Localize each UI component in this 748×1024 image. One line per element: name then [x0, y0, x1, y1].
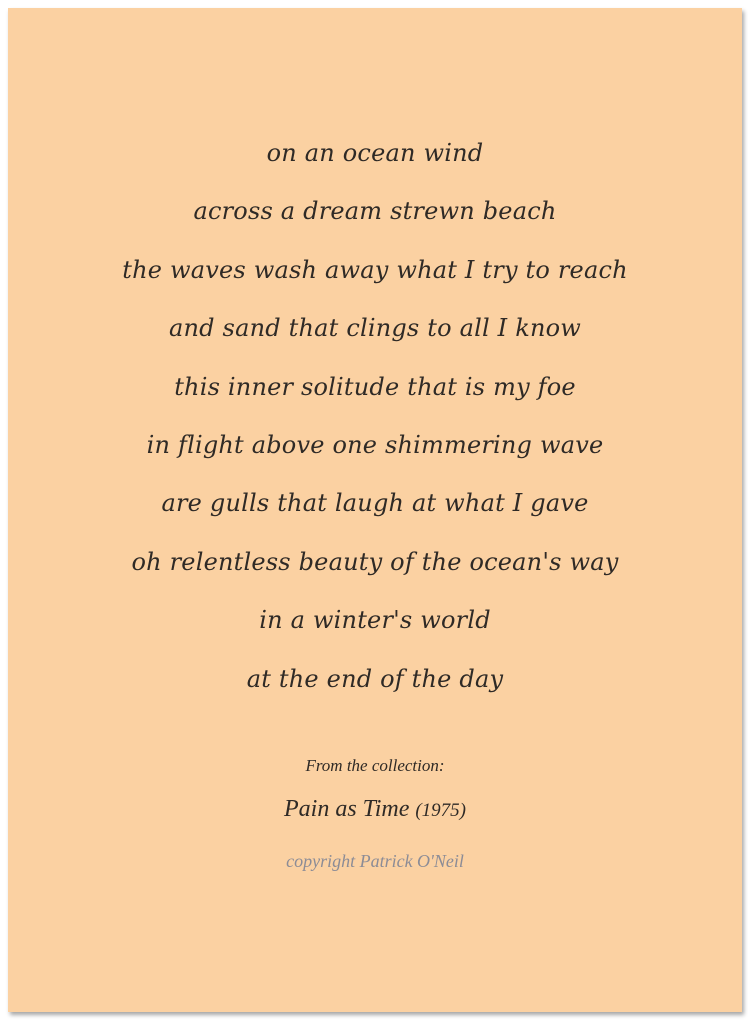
- poem-line: and sand that clings to all I know: [169, 314, 581, 343]
- poem-line: are gulls that laugh at what I gave: [161, 489, 589, 518]
- poem-line: in a winter's world: [259, 606, 491, 635]
- poem-line: on an ocean wind: [266, 139, 484, 167]
- poem-line: this inner solitude that is my foe: [174, 372, 576, 401]
- poem-body: [8, 138, 742, 722]
- collection-year: (1975): [415, 800, 466, 821]
- collection-title: Pain as Time: [284, 796, 410, 822]
- poem-line: the waves wash away what I try to reach: [122, 255, 628, 284]
- poem-line: in flight above one shimmering wave: [146, 430, 604, 459]
- collection-title-line: [8, 796, 742, 823]
- poem-line: across a dream strewn beach: [193, 197, 557, 226]
- from-collection-label: From the collection:: [305, 756, 445, 775]
- copyright-notice: copyright Patrick O'Neil: [286, 851, 464, 871]
- poem-line: at the end of the day: [246, 664, 504, 693]
- poem-page: [8, 8, 742, 1012]
- poem-line: oh relentless beauty of the ocean's way: [131, 547, 619, 576]
